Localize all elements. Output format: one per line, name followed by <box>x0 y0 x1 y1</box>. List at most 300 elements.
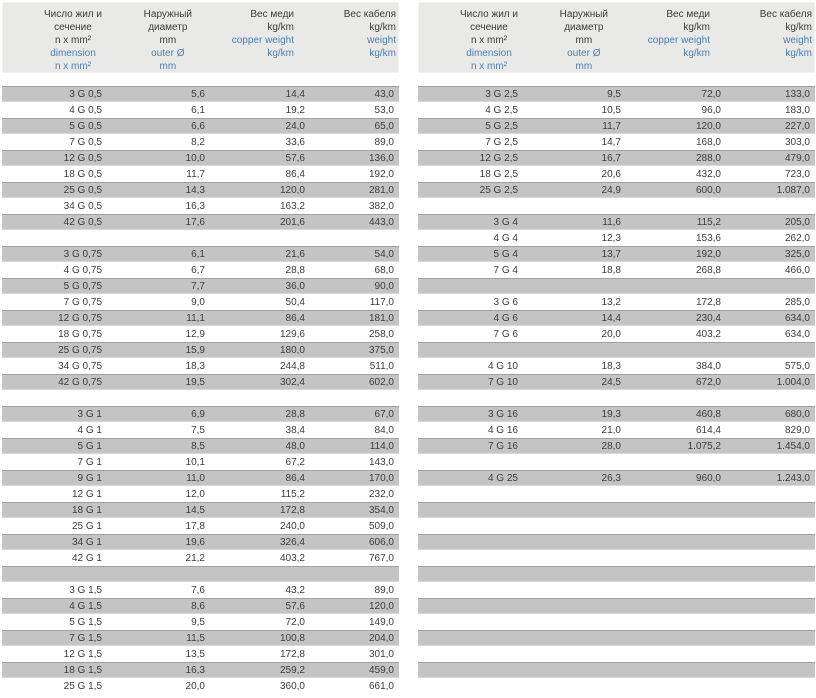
copper-weight-cell: 115,2 <box>696 216 721 228</box>
cable-weight-cell: 89,0 <box>374 136 394 148</box>
cable-weight-cell: 829,0 <box>784 424 810 436</box>
dimension-cell: 12 G 2,5 <box>479 152 518 164</box>
copper-weight-cell: 403,2 <box>695 328 721 340</box>
cable-weight-cell: 1.004,0 <box>776 376 810 388</box>
copper-weight-cell: 24,0 <box>285 120 305 132</box>
cable-weight-cell: 232,0 <box>368 488 394 500</box>
outer-diameter-cell: 7,5 <box>191 424 205 436</box>
cable-weight-cell: 466,0 <box>784 264 810 276</box>
outer-diameter-column-header <box>102 8 205 73</box>
table-row <box>418 422 815 438</box>
header-line: kg/km <box>785 22 812 33</box>
cable-weight-cell: 67,0 <box>374 408 394 420</box>
copper-weight-cell: 180,0 <box>279 344 305 356</box>
dimension-cell: 5 G 0,75 <box>63 280 102 292</box>
table-row <box>2 230 399 246</box>
table-row <box>2 342 399 358</box>
cable-weight-cell: 509,0 <box>368 520 394 532</box>
table-row <box>2 422 399 438</box>
table-row <box>418 550 815 566</box>
dimension-cell: 42 G 1 <box>71 552 102 564</box>
outer-diameter-cell: 7,6 <box>191 584 205 596</box>
header-line: mm <box>575 61 593 72</box>
cable-weight-cell: 258,0 <box>368 328 394 340</box>
header-line: outer Ø <box>151 48 185 59</box>
outer-diameter-cell: 19,3 <box>601 408 621 420</box>
outer-diameter-cell: 6,7 <box>191 264 205 276</box>
table-row <box>2 566 399 582</box>
outer-diameter-cell: 20,6 <box>601 168 621 180</box>
cable-weight-cell: 680,0 <box>784 408 810 420</box>
copper-weight-cell: 288,0 <box>695 152 721 164</box>
copper-weight-cell: 67,2 <box>285 456 305 468</box>
outer-diameter-cell: 16,7 <box>601 152 621 164</box>
copper-weight-cell: 384,0 <box>695 360 721 372</box>
cable-weight-cell: 575,0 <box>784 360 810 372</box>
table-row <box>2 102 399 118</box>
copper-weight-cell: 153,6 <box>695 232 721 244</box>
table-row <box>418 150 815 166</box>
copper-weight-cell: 326,4 <box>279 536 305 548</box>
dimension-cell: 3 G 1,5 <box>69 584 102 596</box>
copper-weight-cell: 28,8 <box>285 408 305 420</box>
copper-weight-cell: 672,0 <box>695 376 721 388</box>
cable-weight-cell: 143,0 <box>368 456 394 468</box>
cable-weight-cell: 375,0 <box>368 344 394 356</box>
outer-diameter-cell: 18,3 <box>601 360 621 372</box>
outer-diameter-cell: 21,0 <box>601 424 621 436</box>
cable-weight-cell: 723,0 <box>784 168 810 180</box>
table-row <box>2 326 399 342</box>
cable-weight-cell: 767,0 <box>368 552 394 564</box>
cable-weight-cell: 227,0 <box>784 120 810 132</box>
cable-weight-cell: 183,0 <box>784 104 810 116</box>
copper-weight-cell: 48,0 <box>285 440 305 452</box>
copper-weight-cell: 129,6 <box>279 328 305 340</box>
copper-weight-cell: 360,0 <box>279 680 305 692</box>
cable-weight-cell: 53,0 <box>374 104 394 116</box>
table-row <box>2 294 399 310</box>
table-row <box>418 614 815 630</box>
table-row <box>418 182 815 198</box>
table-row <box>2 134 399 150</box>
table-row <box>2 470 399 486</box>
cable-weight-cell: 606,0 <box>368 536 394 548</box>
dimension-cell: 4 G 2,5 <box>485 104 518 116</box>
copper-weight-cell: 120,0 <box>695 120 721 132</box>
copper-weight-cell: 230,4 <box>695 312 721 324</box>
copper-weight-cell: 268,8 <box>695 264 721 276</box>
table-row <box>418 390 815 406</box>
header-line: weight <box>367 35 396 46</box>
dimension-cell: 5 G 0,5 <box>69 120 102 132</box>
outer-diameter-cell: 12,0 <box>185 488 205 500</box>
outer-diameter-cell: 24,9 <box>601 184 621 196</box>
outer-diameter-cell: 21,2 <box>185 552 205 564</box>
outer-diameter-cell: 16,3 <box>185 664 205 676</box>
table-row <box>418 246 815 262</box>
cable-weight-column-header <box>721 8 815 73</box>
copper-weight-cell: 28,8 <box>285 264 305 276</box>
table-row <box>418 358 815 374</box>
table-row <box>418 198 815 214</box>
header-line: kg/km <box>785 48 812 59</box>
outer-diameter-cell: 8,5 <box>191 440 205 452</box>
table-row <box>2 486 399 502</box>
outer-diameter-cell: 12,9 <box>185 328 205 340</box>
copper-weight-cell: 33,6 <box>285 136 305 148</box>
dimension-cell: 25 G 1,5 <box>63 680 102 692</box>
cable-weight-cell: 459,0 <box>368 664 394 676</box>
cable-weight-cell: 84,0 <box>374 424 394 436</box>
table-row <box>418 630 815 646</box>
outer-diameter-cell: 14,4 <box>601 312 621 324</box>
dimension-cell: 3 G 0,75 <box>63 248 102 260</box>
dimension-cell: 34 G 0,75 <box>58 360 102 372</box>
cable-weight-cell: 634,0 <box>784 312 810 324</box>
table-row <box>2 278 399 294</box>
header-line: kg/km <box>683 22 710 33</box>
table-row <box>2 438 399 454</box>
outer-diameter-cell: 11,7 <box>602 120 621 132</box>
header-line: weight <box>783 35 812 46</box>
outer-diameter-cell: 19,5 <box>185 376 205 388</box>
table-row <box>418 678 815 694</box>
dimension-cell: 34 G 1 <box>71 536 102 548</box>
left-table <box>2 2 399 694</box>
dimension-cell: 4 G 10 <box>487 360 518 372</box>
cable-weight-cell: 181,0 <box>368 312 394 324</box>
table-row <box>2 374 399 390</box>
cable-weight-cell: 114,0 <box>369 440 394 452</box>
copper-weight-column-header <box>621 8 721 73</box>
dimension-cell: 7 G 1,5 <box>69 632 102 644</box>
table-row <box>2 582 399 598</box>
table-row <box>2 534 399 550</box>
copper-weight-cell: 614,4 <box>695 424 721 436</box>
header-line: mm <box>575 35 593 46</box>
cable-weight-cell: 65,0 <box>374 120 394 132</box>
outer-diameter-cell: 14,3 <box>185 184 205 196</box>
dimension-cell: 12 G 0,5 <box>63 152 102 164</box>
cable-weight-cell: 43,0 <box>374 88 394 100</box>
header-line: сечение <box>54 22 92 33</box>
table-row <box>418 454 815 470</box>
outer-diameter-cell: 10,0 <box>185 152 205 164</box>
copper-weight-cell: 1.075,2 <box>687 440 721 452</box>
cable-weight-cell: 1.454,0 <box>776 440 810 452</box>
cable-weight-cell: 602,0 <box>368 376 394 388</box>
dimension-cell: 7 G 10 <box>487 376 518 388</box>
outer-diameter-cell: 6,9 <box>191 408 205 420</box>
copper-weight-cell: 86,4 <box>285 472 305 484</box>
dimension-cell: 3 G 2,5 <box>485 88 518 100</box>
table-row <box>418 134 815 150</box>
header-line: dimension <box>50 48 96 59</box>
copper-weight-column-header <box>205 8 305 73</box>
copper-weight-cell: 14,4 <box>285 88 305 100</box>
copper-weight-cell: 460,8 <box>695 408 721 420</box>
copper-weight-cell: 120,0 <box>279 184 305 196</box>
cable-weight-cell: 634,0 <box>784 328 810 340</box>
table-row <box>418 662 815 678</box>
table-row <box>2 246 399 262</box>
outer-diameter-cell: 10,1 <box>185 456 205 468</box>
cable-weight-cell: 301,0 <box>368 648 394 660</box>
copper-weight-cell: 100,8 <box>279 632 305 644</box>
table-row <box>2 598 399 614</box>
header-line: Наружный <box>143 9 192 20</box>
cable-weight-cell: 479,0 <box>784 152 810 164</box>
outer-diameter-cell: 6,1 <box>191 248 205 260</box>
header-line: copper weight <box>231 35 294 46</box>
dimension-cell: 3 G 6 <box>493 296 518 308</box>
dimension-cell: 5 G 1 <box>77 440 102 452</box>
dimension-cell: 42 G 0,75 <box>58 376 102 388</box>
dimension-cell: 18 G 0,75 <box>58 328 102 340</box>
table-row <box>2 662 399 678</box>
table-row <box>2 454 399 470</box>
table-row <box>418 166 815 182</box>
copper-weight-cell: 168,0 <box>695 136 721 148</box>
header-line: диаметр <box>148 22 188 33</box>
header-line: Наружный <box>559 9 608 20</box>
dimension-cell: 7 G 4 <box>493 264 518 276</box>
dimension-cell: 25 G 0,5 <box>63 184 102 196</box>
copper-weight-cell: 21,6 <box>285 248 305 260</box>
table-row <box>418 534 815 550</box>
cable-weight-cell: 511,0 <box>369 360 394 372</box>
copper-weight-cell: 960,0 <box>695 472 721 484</box>
copper-weight-cell: 244,8 <box>279 360 305 372</box>
table-row <box>2 198 399 214</box>
cable-weight-cell: 281,0 <box>368 184 394 196</box>
dimension-cell: 4 G 1,5 <box>69 600 102 612</box>
copper-weight-cell: 259,2 <box>279 664 305 676</box>
outer-diameter-cell: 17,6 <box>185 216 205 228</box>
outer-diameter-cell: 5,6 <box>191 88 205 100</box>
cable-weight-cell: 170,0 <box>368 472 394 484</box>
dimension-cell: 4 G 0,5 <box>69 104 102 116</box>
dimension-cell: 18 G 1 <box>71 504 102 516</box>
outer-diameter-cell: 13,5 <box>185 648 205 660</box>
dimension-cell: 5 G 4 <box>493 248 518 260</box>
cable-weight-cell: 90,0 <box>374 280 394 292</box>
copper-weight-cell: 600,0 <box>695 184 721 196</box>
outer-diameter-cell: 9,0 <box>191 296 205 308</box>
table-row <box>418 230 815 246</box>
table-row <box>418 294 815 310</box>
header-line: mm <box>159 61 177 72</box>
copper-weight-cell: 38,4 <box>285 424 305 436</box>
header-line: kg/km <box>683 48 710 59</box>
table-row <box>2 310 399 326</box>
header-line: n x mm² <box>54 61 92 72</box>
dimension-cell: 42 G 0,5 <box>63 216 102 228</box>
table-row <box>2 646 399 662</box>
table-row <box>418 406 815 422</box>
dimension-cell: 25 G 2,5 <box>479 184 518 196</box>
outer-diameter-cell: 11,1 <box>186 312 205 324</box>
dimension-cell: 12 G 1 <box>71 488 102 500</box>
cable-weight-cell: 205,0 <box>784 216 810 228</box>
outer-diameter-cell: 11,7 <box>186 168 205 180</box>
dimension-cell: 18 G 0,5 <box>63 168 102 180</box>
copper-weight-cell: 72,0 <box>701 88 721 100</box>
copper-weight-cell: 172,8 <box>695 296 721 308</box>
outer-diameter-cell: 13,7 <box>601 248 621 260</box>
cable-weight-cell: 1.243,0 <box>776 472 810 484</box>
table-row <box>418 374 815 390</box>
dimension-cell: 34 G 0,5 <box>63 200 102 212</box>
copper-weight-cell: 19,2 <box>285 104 305 116</box>
header-line: mm <box>159 35 177 46</box>
cable-weight-cell: 149,0 <box>368 616 394 628</box>
outer-diameter-cell: 11,6 <box>602 216 621 228</box>
header-line: outer Ø <box>567 48 601 59</box>
dimension-cell: 3 G 4 <box>493 216 518 228</box>
table-row <box>418 262 815 278</box>
table-row <box>418 470 815 486</box>
cable-weight-cell: 133,0 <box>784 88 810 100</box>
outer-diameter-cell: 18,8 <box>601 264 621 276</box>
right-table <box>418 2 815 694</box>
header-line: Число жил и <box>43 9 102 20</box>
table-row <box>2 182 399 198</box>
outer-diameter-cell: 6,1 <box>191 104 205 116</box>
dimension-cell: 3 G 1 <box>77 408 102 420</box>
outer-diameter-cell: 10,5 <box>601 104 621 116</box>
dimension-cell: 3 G 16 <box>487 408 518 420</box>
table-row <box>2 630 399 646</box>
table-row <box>418 118 815 134</box>
outer-diameter-cell: 26,3 <box>601 472 621 484</box>
cable-weight-cell: 382,0 <box>368 200 394 212</box>
table-row <box>418 486 815 502</box>
dimension-cell: 12 G 0,75 <box>58 312 102 324</box>
dimension-cell: 9 G 1 <box>77 472 102 484</box>
table-row <box>2 550 399 566</box>
header-line: n x mm² <box>54 35 92 46</box>
outer-diameter-cell: 20,0 <box>601 328 621 340</box>
header-line: kg/km <box>369 48 396 59</box>
cable-weight-cell: 354,0 <box>368 504 394 516</box>
copper-weight-cell: 201,6 <box>279 216 305 228</box>
table-row <box>418 502 815 518</box>
cable-weight-cell: 120,0 <box>368 600 394 612</box>
outer-diameter-cell: 19,6 <box>185 536 205 548</box>
header-line: Вес меди <box>666 9 710 20</box>
left-table-body <box>2 86 399 694</box>
table-row <box>418 598 815 614</box>
outer-diameter-cell: 24,5 <box>601 376 621 388</box>
cable-weight-cell: 54,0 <box>374 248 394 260</box>
copper-weight-cell: 172,8 <box>279 504 305 516</box>
table-row <box>418 518 815 534</box>
header-line: Вес кабеля <box>759 9 812 20</box>
cable-weight-cell: 303,0 <box>784 136 810 148</box>
dimension-column-header <box>418 8 518 73</box>
cable-weight-cell: 443,0 <box>368 216 394 228</box>
copper-weight-cell: 403,2 <box>279 552 305 564</box>
copper-weight-cell: 432,0 <box>695 168 721 180</box>
outer-diameter-cell: 8,6 <box>191 600 205 612</box>
copper-weight-cell: 43,2 <box>285 584 305 596</box>
dimension-cell: 7 G 6 <box>493 328 518 340</box>
table-row <box>418 566 815 582</box>
outer-diameter-cell: 12,3 <box>601 232 621 244</box>
table-row <box>418 86 815 102</box>
dimension-cell: 3 G 0,5 <box>69 88 102 100</box>
header-line: kg/km <box>369 22 396 33</box>
dimension-cell: 7 G 0,75 <box>63 296 102 308</box>
header-line: copper weight <box>647 35 710 46</box>
dimension-cell: 5 G 1,5 <box>69 616 102 628</box>
table-row <box>418 102 815 118</box>
table-row <box>2 150 399 166</box>
outer-diameter-cell: 28,0 <box>601 440 621 452</box>
dimension-cell: 7 G 0,5 <box>69 136 102 148</box>
copper-weight-cell: 240,0 <box>279 520 305 532</box>
header-line: Вес меди <box>250 9 294 20</box>
outer-diameter-cell: 6,6 <box>191 120 205 132</box>
table-row <box>418 326 815 342</box>
dimension-cell: 4 G 4 <box>493 232 518 244</box>
copper-weight-cell: 96,0 <box>701 104 721 116</box>
header-line: сечение <box>470 22 508 33</box>
table-row <box>2 358 399 374</box>
cable-weight-cell: 1.087,0 <box>776 184 810 196</box>
dimension-column-header <box>2 8 102 73</box>
table-row <box>418 310 815 326</box>
copper-weight-cell: 115,2 <box>280 488 305 500</box>
copper-weight-cell: 86,4 <box>285 168 305 180</box>
outer-diameter-cell: 11,0 <box>186 472 205 484</box>
table-row <box>2 86 399 102</box>
cable-weight-column-header <box>305 8 399 73</box>
table-row <box>2 678 399 694</box>
copper-weight-cell: 172,8 <box>279 648 305 660</box>
dimension-cell: 4 G 0,75 <box>63 264 102 276</box>
copper-weight-cell: 50,4 <box>285 296 305 308</box>
cable-weight-cell: 117,0 <box>369 296 394 308</box>
table-row <box>418 582 815 598</box>
copper-weight-cell: 86,4 <box>285 312 305 324</box>
dimension-cell: 7 G 1 <box>77 456 102 468</box>
table-row <box>2 214 399 230</box>
dimension-cell: 18 G 2,5 <box>479 168 518 180</box>
dimension-cell: 7 G 16 <box>487 440 518 452</box>
dimension-cell: 4 G 16 <box>487 424 518 436</box>
dimension-cell: 25 G 0,75 <box>58 344 102 356</box>
table-row <box>2 406 399 422</box>
dimension-cell: 25 G 1 <box>71 520 102 532</box>
left-table-header <box>2 2 399 73</box>
dimension-cell: 5 G 2,5 <box>485 120 518 132</box>
outer-diameter-cell: 14,7 <box>601 136 621 148</box>
table-row <box>418 342 815 358</box>
right-table-body <box>418 86 815 694</box>
outer-diameter-cell: 16,3 <box>185 200 205 212</box>
cable-weight-cell: 262,0 <box>784 232 810 244</box>
header-line: kg/km <box>267 48 294 59</box>
dimension-cell: 4 G 1 <box>77 424 102 436</box>
table-row <box>2 614 399 630</box>
header-line: n x mm² <box>470 61 508 72</box>
header-line: kg/km <box>267 22 294 33</box>
table-row <box>2 518 399 534</box>
header-line: Число жил и <box>459 9 518 20</box>
